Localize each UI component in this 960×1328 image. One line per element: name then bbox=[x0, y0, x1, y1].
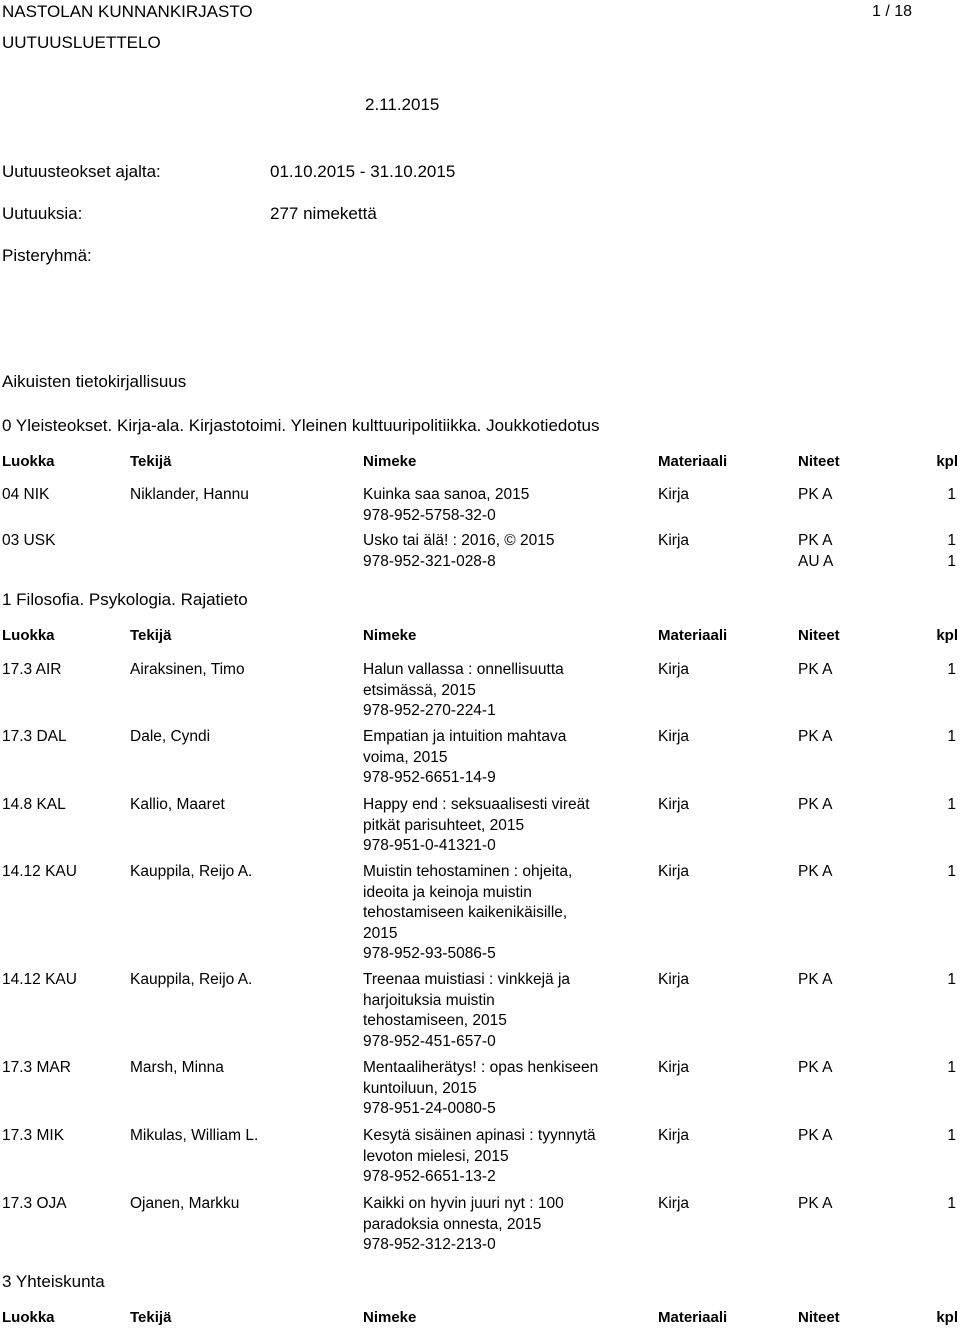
row-materiaali: Kirja bbox=[658, 971, 690, 988]
row-kpl: 1 bbox=[947, 971, 956, 988]
row-nimeke-line: 978-952-312-213-0 bbox=[363, 1236, 496, 1253]
row-materiaali: Kirja bbox=[658, 1059, 690, 1076]
row-kpl: 1 bbox=[947, 532, 956, 549]
column-header-niteet: Niteet bbox=[798, 453, 840, 470]
row-tekija: Niklander, Hannu bbox=[130, 486, 249, 503]
row-luokka: 17.3 DAL bbox=[2, 728, 67, 745]
row-nimeke-line: 978-952-5758-32-0 bbox=[363, 506, 496, 524]
group-label: Pisteryhmä: bbox=[2, 246, 92, 265]
row-nimeke-line: Happy end : seksuaalisesti vireät bbox=[363, 796, 590, 813]
section-title: 0 Yleisteokset. Kirja-ala. Kirjastotoimi. Yleinen kulttuuripolitiikka. Joukkotiedotus bbox=[2, 416, 600, 435]
column-header-tekija: Tekijä bbox=[130, 627, 172, 644]
row-niteet: PK A bbox=[798, 1195, 833, 1212]
row-nimeke-line: 978-952-93-5086-5 bbox=[363, 945, 496, 962]
period-value: 01.10.2015 - 31.10.2015 bbox=[270, 162, 456, 181]
row-materiaali: Kirja bbox=[658, 1195, 690, 1212]
page-number: 1 / 18 bbox=[872, 3, 913, 20]
count-value: 277 nimekettä bbox=[270, 204, 377, 223]
row-luokka: 17.3 OJA bbox=[2, 1195, 67, 1212]
row-nimeke-line: 978-952-6651-13-2 bbox=[363, 1168, 496, 1185]
row-kpl: 1 bbox=[947, 1059, 956, 1076]
row-luokka: 17.3 MAR bbox=[2, 1059, 71, 1076]
row-nimeke-line: Treenaa muistiasi : vinkkejä ja bbox=[363, 971, 571, 988]
row-luokka: 17.3 AIR bbox=[2, 661, 62, 678]
category-title: Aikuisten tietokirjallisuus bbox=[2, 372, 187, 391]
row-nimeke-line: levoton mielesi, 2015 bbox=[363, 1147, 509, 1165]
row-luokka: 17.3 MIK bbox=[2, 1127, 65, 1144]
row-tekija: Dale, Cyndi bbox=[130, 728, 211, 745]
row-kpl: 1 bbox=[947, 1127, 956, 1144]
row-nimeke-line: Muistin tehostaminen : ohjeita, bbox=[363, 863, 573, 880]
row-nimeke-line: 978-952-451-657-0 bbox=[363, 1032, 496, 1050]
column-header-nimeke: Nimeke bbox=[363, 627, 417, 644]
row-luokka: 03 USK bbox=[2, 532, 56, 549]
row-kpl: 1 bbox=[947, 552, 956, 570]
row-nimeke-line: paradoksia onnesta, 2015 bbox=[363, 1215, 542, 1233]
row-kpl: 1 bbox=[947, 796, 956, 813]
row-nimeke-line: Empatian ja intuition mahtava bbox=[363, 728, 567, 745]
column-header-tekija: Tekijä bbox=[130, 453, 172, 470]
column-header-nimeke: Nimeke bbox=[363, 1309, 417, 1326]
row-niteet: AU A bbox=[798, 552, 834, 570]
column-header-materiaali: Materiaali bbox=[658, 1309, 728, 1326]
list-title: UUTUUSLUETTELO bbox=[2, 33, 161, 52]
row-tekija: Airaksinen, Timo bbox=[130, 661, 245, 678]
row-nimeke-line: harjoituksia muistin bbox=[363, 991, 495, 1009]
row-niteet: PK A bbox=[798, 532, 833, 549]
library-name: NASTOLAN KUNNANKIRJASTO bbox=[2, 2, 253, 21]
row-materiaali: Kirja bbox=[658, 1127, 690, 1144]
column-header-materiaali: Materiaali bbox=[658, 627, 728, 644]
row-tekija: Marsh, Minna bbox=[130, 1059, 224, 1076]
count-label: Uutuuksia: bbox=[2, 204, 83, 223]
row-materiaali: Kirja bbox=[658, 532, 690, 549]
row-tekija: Kallio, Maaret bbox=[130, 796, 225, 813]
row-nimeke-line: 2015 bbox=[363, 924, 398, 942]
column-header-kpl: kpl bbox=[936, 1309, 958, 1326]
column-header-luokka: Luokka bbox=[2, 453, 55, 470]
row-tekija: Kauppila, Reijo A. bbox=[130, 863, 253, 880]
row-materiaali: Kirja bbox=[658, 796, 690, 813]
row-niteet: PK A bbox=[798, 661, 833, 678]
row-niteet: PK A bbox=[798, 863, 833, 880]
row-niteet: PK A bbox=[798, 728, 833, 745]
column-header-kpl: kpl bbox=[936, 627, 958, 644]
column-header-kpl: kpl bbox=[936, 453, 958, 470]
column-header-materiaali: Materiaali bbox=[658, 453, 728, 470]
row-luokka: 04 NIK bbox=[2, 486, 50, 503]
row-nimeke-line: pitkät parisuhteet, 2015 bbox=[363, 816, 525, 834]
section-title: 1 Filosofia. Psykologia. Rajatieto bbox=[2, 590, 248, 609]
row-kpl: 1 bbox=[947, 863, 956, 880]
row-nimeke-line: 978-951-0-41321-0 bbox=[363, 837, 496, 854]
row-kpl: 1 bbox=[947, 728, 956, 745]
report-date: 2.11.2015 bbox=[365, 95, 440, 114]
row-nimeke-line: etsimässä, 2015 bbox=[363, 681, 476, 699]
row-luokka: 14.12 KAU bbox=[2, 971, 77, 988]
row-nimeke-line: tehostamiseen, 2015 bbox=[363, 1012, 507, 1029]
row-nimeke-line: tehostamiseen kaikenikäisille, bbox=[363, 904, 568, 921]
section-title: 3 Yhteiskunta bbox=[2, 1272, 105, 1291]
column-header-tekija: Tekijä bbox=[130, 1309, 172, 1326]
period-label: Uutuusteokset ajalta: bbox=[2, 162, 161, 181]
row-niteet: PK A bbox=[798, 1059, 833, 1076]
row-materiaali: Kirja bbox=[658, 728, 690, 745]
row-nimeke-line: 978-951-24-0080-5 bbox=[363, 1100, 496, 1117]
row-nimeke-line: voima, 2015 bbox=[363, 748, 448, 766]
row-niteet: PK A bbox=[798, 796, 833, 813]
row-luokka: 14.8 KAL bbox=[2, 796, 66, 813]
row-kpl: 1 bbox=[947, 661, 956, 678]
row-nimeke-line: Kesytä sisäinen apinasi : tyynnytä bbox=[363, 1127, 596, 1144]
row-materiaali: Kirja bbox=[658, 661, 690, 678]
row-niteet: PK A bbox=[798, 486, 833, 503]
row-materiaali: Kirja bbox=[658, 863, 690, 880]
row-nimeke-line: ideoita ja keinoja muistin bbox=[363, 883, 532, 901]
row-nimeke-line: Halun vallassa : onnellisuutta bbox=[363, 661, 564, 678]
column-header-luokka: Luokka bbox=[2, 627, 55, 644]
row-nimeke-line: Mentaaliherätys! : opas henkiseen bbox=[363, 1059, 599, 1076]
column-header-niteet: Niteet bbox=[798, 627, 840, 644]
row-nimeke-line: 978-952-321-028-8 bbox=[363, 552, 496, 570]
row-tekija: Kauppila, Reijo A. bbox=[130, 971, 253, 988]
row-niteet: PK A bbox=[798, 971, 833, 988]
row-nimeke-line: 978-952-6651-14-9 bbox=[363, 769, 496, 786]
row-materiaali: Kirja bbox=[658, 486, 690, 503]
row-nimeke-line: Kuinka saa sanoa, 2015 bbox=[363, 486, 530, 503]
row-kpl: 1 bbox=[947, 486, 956, 503]
row-luokka: 14.12 KAU bbox=[2, 863, 77, 880]
row-nimeke-line: kuntoiluun, 2015 bbox=[363, 1079, 477, 1097]
row-nimeke-line: Kaikki on hyvin juuri nyt : 100 bbox=[363, 1195, 564, 1212]
column-header-nimeke: Nimeke bbox=[363, 453, 417, 470]
column-header-niteet: Niteet bbox=[798, 1309, 840, 1326]
row-nimeke-line: 978-952-270-224-1 bbox=[363, 702, 496, 719]
row-nimeke-line: Usko tai älä! : 2016, © 2015 bbox=[363, 532, 555, 549]
row-niteet: PK A bbox=[798, 1127, 833, 1144]
row-tekija: Mikulas, William L. bbox=[130, 1127, 259, 1144]
column-header-luokka: Luokka bbox=[2, 1309, 55, 1326]
row-tekija: Ojanen, Markku bbox=[130, 1195, 240, 1212]
row-kpl: 1 bbox=[947, 1195, 956, 1212]
